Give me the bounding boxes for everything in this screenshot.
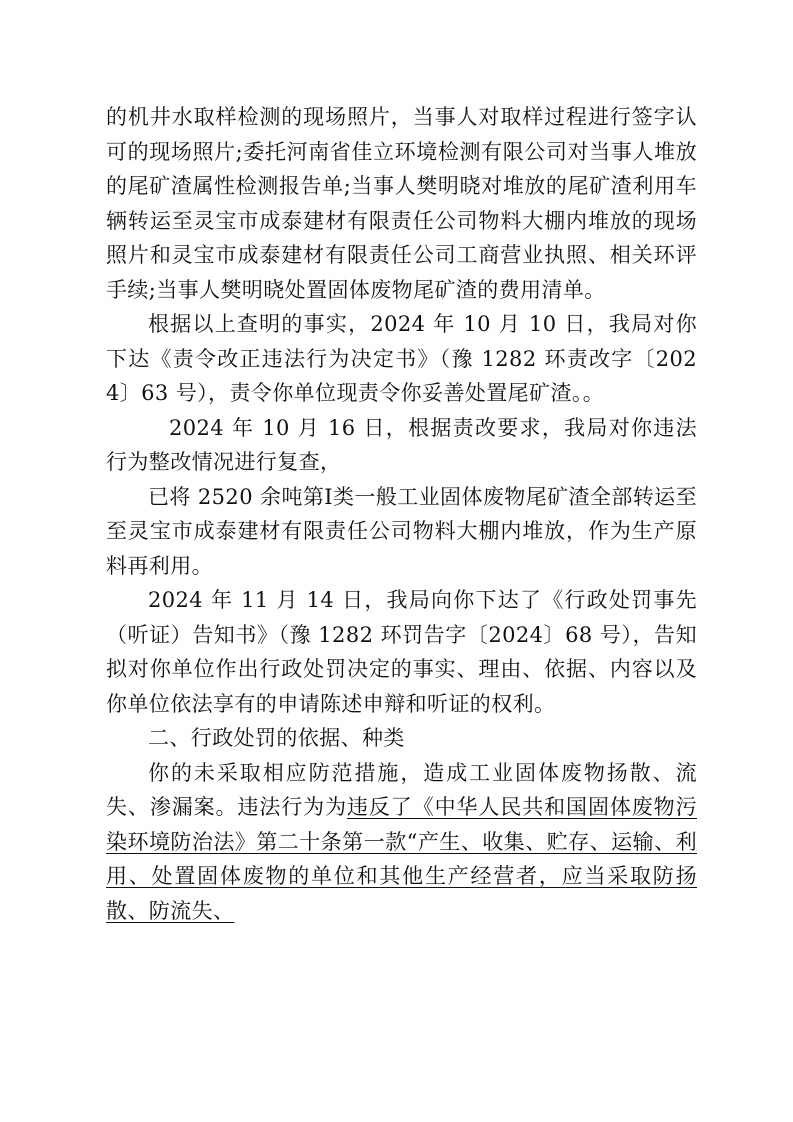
section-heading-penalty-basis: 二、行政处罚的依据、种类 — [148, 726, 405, 750]
paragraph-correction-order: 根据以上查明的事实，2024 年 10 月 10 日，我局对你下达《责令改正违法行为决定书》（豫 1282 环责改字〔2024〕63 号），责令你单位现责令你妥善处置尾矿渣。。 — [106, 312, 697, 405]
paragraph-review-date: 2024 年 10 月 16 日，根据责改要求，我局对你违法行为整改情况进行复查， — [106, 415, 697, 474]
paragraph-evidence-list: 的机井水取样检测的现场照片，当事人对取样过程进行签字认可的现场照片;委托河南省佳立环境检测有限公司对当事人堆放的尾矿渣属性检测报告单;当事人樊明晓对堆放的尾矿渣利用车辆转运至灵宝市成泰建材有限责任公司物料大棚内堆放的现场照片和灵宝市成泰建材有限责任公司工商营业执照、相关环评手续;当事人樊明晓处置固体废物尾矿渣的费用清单。 — [106, 105, 697, 302]
violation-plain-text: 你的未采取相应防范措施，造成工业固体废物扬散、流失、渗漏案。违法行为为 — [106, 760, 697, 819]
paragraph-hearing-notice: 2024 年 11 月 14 日，我局向你下达了《行政处罚事先（听证）告知书》（豫 1282 环罚告字〔2024〕68 号），告知拟对你单位作出行政处罚决定的事实、理由、依据、内容以及你单位依法享有的申请陈述申辩和听证的权利。 — [106, 588, 697, 716]
violation-underlined-law-text: 违反了《中华人民共和国固体废物污染环境防治法》第二十条第一款“产生、收集、贮存、运输、利用、处置固体废物的单位和其他生产经营者，应当采取防扬散、防流失、 — [106, 795, 697, 923]
paragraph-violation-basis — [106, 756, 697, 929]
paragraph-transfer-result: 已将 2520 余吨第Ⅰ类一般工业固体废物尾矿渣全部转运至至灵宝市成泰建材有限责任公司物料大棚内堆放，作为生产原料再利用。 — [106, 484, 697, 578]
